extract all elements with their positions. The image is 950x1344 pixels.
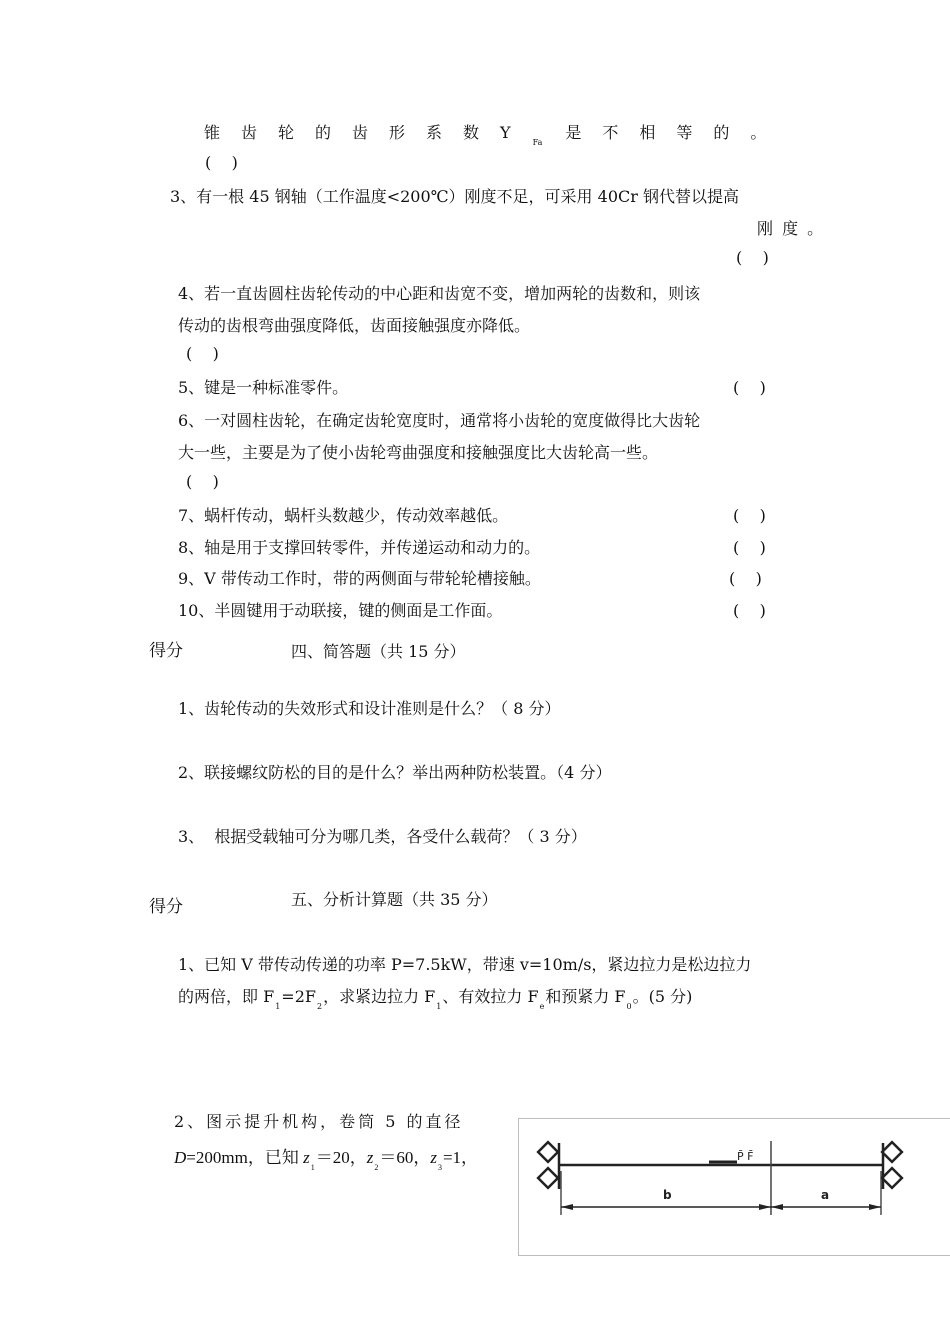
s5-problem1-line1: 1、已知 V 带传动传递的功率 P=7.5kW，带速 v=10m/s，紧边拉力是松边拉力 xyxy=(178,955,752,974)
q7-text: 7、蜗杆传动，蜗杆头数越少，传动效率越低。 xyxy=(178,506,509,525)
shaft-diagram xyxy=(519,1119,950,1255)
q3-answer-blank[interactable]: ( ) xyxy=(736,248,769,267)
q5-text: 5、键是一种标准零件。 xyxy=(178,378,349,397)
section4-title: 四、简答题（共 15 分） xyxy=(291,642,466,661)
shaft-figure xyxy=(518,1118,950,1256)
q5-answer-blank[interactable]: ( ) xyxy=(733,378,766,397)
q9-text: 9、V 带传动工作时，带的两侧面与带轮轮槽接触。 xyxy=(178,569,541,588)
load-label: P̄ F̄ xyxy=(737,1150,754,1163)
q6-answer-blank[interactable]: ( ) xyxy=(186,472,219,491)
q6-line1: 6、一对圆柱齿轮，在确定齿轮宽度时，通常将小齿轮的宽度做得比大齿轮 xyxy=(178,411,701,430)
dimension-label-a: a xyxy=(821,1188,830,1202)
s5-problem1-line2: 的两倍，即 $F_1=2F_2$，求紧边拉力 $F_1$、有效拉力 $F_e$和预紧力 $F_0$。(5 分) xyxy=(178,987,693,1011)
q2-answer-blank[interactable]: ( ) xyxy=(205,153,238,172)
section4-question-1: 1、齿轮传动的失效形式和设计准则是什么？（ 8 分） xyxy=(178,699,561,718)
q10-text: 10、半圆键用于动联接，键的侧面是工作面。 xyxy=(178,601,503,620)
q4-answer-blank[interactable]: ( ) xyxy=(186,344,219,363)
q7-answer-blank[interactable]: ( ) xyxy=(733,506,766,525)
q4-line2: 传动的齿根弯曲强度降低，齿面接触强度亦降低。 xyxy=(178,316,531,335)
s5-problem2-line1: 2、图示提升机构，卷筒 5 的直径 xyxy=(174,1112,464,1131)
s5-problem2-line2: D=200mm，已知 $z_1=20$，$z_2=60$，$z_3=1$， xyxy=(174,1148,479,1172)
right-bearing-icon xyxy=(882,1142,902,1189)
left-bearing-icon xyxy=(538,1142,559,1189)
q4-line1: 4、若一直齿圆柱齿轮传动的中心距和齿宽不变，增加两轮的齿数和，则该 xyxy=(178,284,701,303)
q8-text: 8、轴是用于支撑回转零件，并传递运动和动力的。 xyxy=(178,538,541,557)
dimension-label-b: b xyxy=(663,1188,672,1202)
q8-answer-blank[interactable]: ( ) xyxy=(733,538,766,557)
q3-line1: 3、有一根 45 钢轴（工作温度<200℃）刚度不足，可采用 40Cr 钢代替以提高 xyxy=(170,187,739,206)
q9-answer-blank[interactable]: ( ) xyxy=(729,569,762,588)
section4-score-label: 得分 xyxy=(149,641,183,661)
section5-title: 五、分析计算题（共 35 分） xyxy=(291,890,498,909)
q3-line2: 刚 度 。 xyxy=(757,219,826,238)
section4-question-3: 3、 根据受载轴可分为哪几类，各受什么载荷？（ 3 分） xyxy=(178,827,587,846)
section5-score-label: 得分 xyxy=(149,897,183,917)
section4-question-2: 2、联接螺纹防松的目的是什么？举出两种防松装置。（4 分） xyxy=(178,763,612,782)
q2-continuation-line: 锥齿轮的齿形系数$Y_{Fa}$是不相等的。 xyxy=(204,123,788,147)
q10-answer-blank[interactable]: ( ) xyxy=(733,601,766,620)
q6-line2: 大一些，主要是为了使小齿轮弯曲强度和接触强度比大齿轮高一些。 xyxy=(178,443,659,462)
